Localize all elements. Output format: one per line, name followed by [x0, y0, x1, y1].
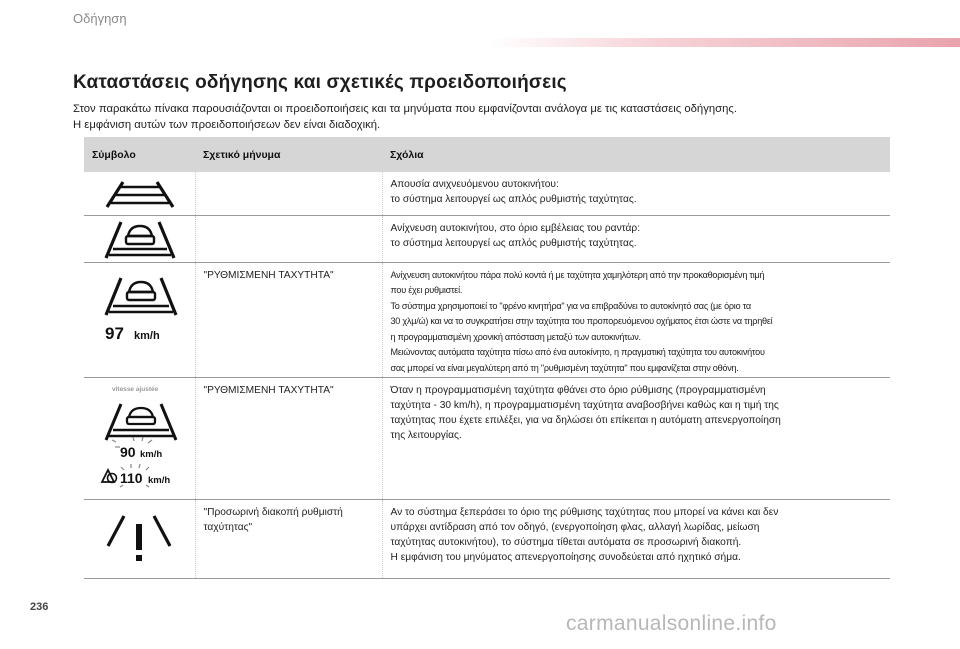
message-cell	[195, 499, 382, 578]
table-row	[84, 172, 890, 215]
message-line: "Προσωρινή διακοπή ρυθμιστή	[203, 506, 343, 518]
table-row	[84, 499, 890, 578]
table-row	[84, 377, 890, 499]
comment-line: ταχύτητας αυτοκινήτου), το σύστημα τίθεται αυτόματα σε προσωρινή διακοπή.	[390, 537, 742, 549]
comment-line: Όταν η προγραμματισμένη ταχύτητα φθάνει στο όριο ρύθμισης (προγραμματισμένη	[390, 384, 766, 396]
table-row	[84, 262, 890, 377]
car-ahead-icon	[101, 220, 179, 260]
comment-cell	[382, 499, 890, 578]
table-header-row	[84, 137, 890, 172]
symbol-cell	[84, 215, 195, 262]
comment-line: Το σύστημα χρησιμοποιεί το "φρένο κινητήρα" για να επιβραδύνει το αυτοκίνητό σας (με όριο τα	[390, 300, 751, 311]
intro-text	[73, 101, 737, 133]
message-line: "ΡΥΘΜΙΣΜΕΝΗ ΤΑΧΥΤΗΤΑ"	[203, 269, 334, 281]
comment-cell	[382, 215, 890, 262]
comment-cell	[382, 377, 890, 499]
comment-line: υπάρχει αντίδραση από τον οδηγό, (ενεργοποίηση φλας, αλλαγή λωρίδας, μείωση	[390, 521, 760, 533]
speed-unit: km/h	[134, 329, 160, 342]
intro-line: Η εμφάνιση αυτών των προειδοποιήσεων δεν είναι διαδοχική.	[73, 119, 381, 131]
speed-adjusted-caption: vitesse ajustée	[112, 385, 159, 393]
speed-unit-low: km/h	[140, 448, 163, 460]
comment-line: Η εμφάνιση του μηνύματος απενεργοποίησης συνοδεύεται από ηχητικό σήμα.	[390, 552, 741, 564]
message-line: "ΡΥΘΜΙΣΜΕΝΗ ΤΑΧΥΤΗΤΑ"	[203, 384, 334, 396]
message-line: ταχύτητας"	[203, 521, 253, 533]
page-number: 236	[30, 601, 49, 613]
symbol-cell	[84, 499, 195, 578]
header-comment: Σχόλια	[382, 137, 890, 172]
message-cell	[195, 215, 382, 262]
section-label: Οδήγηση	[73, 11, 127, 26]
comment-line: Απουσία ανιχνευόμενου αυτοκινήτου:	[390, 179, 559, 190]
comment-line: Ανίχνευση αυτοκινήτου, στο όριο εμβέλειας του ραντάρ:	[390, 222, 641, 234]
comment-line: ταχύτητα - 30 km/h), η προγραμματισμένη ταχύτητα αναβοσβήνει καθώς και η τιμή της	[390, 399, 779, 411]
comment-line: 30 χλμ/ώ) και να το συγκρατήσει στην ταχύτητα του προπορευόμενου οχήματος έτσι ώστε να τηρηθεί	[390, 316, 773, 326]
page-title: Καταστάσεις οδήγησης και σχετικές προειδοποιήσεις	[73, 72, 567, 93]
comment-line: που έχει ρυθμιστεί.	[390, 285, 463, 295]
comment-line: Ανίχνευση αυτοκινήτου πάρα πολύ κοντά ή με ταχύτητα χαμηλότερη από την προκαθορισμένη τιμή	[390, 269, 765, 280]
accent-bar	[490, 38, 960, 47]
speed-adjusted-icon	[98, 384, 184, 492]
comment-line: ταχύτητας που έχετε επιλέξει, για να δηλώσει ότι επίκειται η αυτόματη απενεργοποίηση	[390, 415, 781, 427]
comment-cell	[382, 262, 890, 377]
comment-line: η προγραμματισμένη χρονική απόσταση μεταξύ των αυτοκινήτων.	[390, 331, 641, 342]
comment-line: σας μπορεί να είναι μεγαλύτερη από τη "ρυθμισμένη ταχύτητα" που εμφανίζεται στην οθόνη.	[390, 362, 739, 373]
message-cell	[195, 377, 382, 499]
set-speed-value: 97	[105, 323, 124, 343]
symbol-cell	[84, 262, 195, 377]
message-cell	[195, 172, 382, 215]
comment-line: το σύστημα λειτουργεί ως απλός ρυθμιστής ταχύτητας.	[390, 194, 637, 206]
lane-road-icon	[101, 179, 179, 209]
watermark: carmanualsonline.info	[566, 612, 777, 635]
header-symbol: Σύμβολο	[84, 137, 195, 172]
car-ahead-speed-icon	[101, 275, 181, 345]
speed-low-value: 90	[120, 443, 136, 460]
comment-line: το σύστημα λειτουργεί ως απλός ρυθμιστής ταχύτητας.	[390, 237, 637, 249]
comment-cell	[382, 172, 890, 215]
comment-line: Αν το σύστημα ξεπεράσει το όριο της ρύθμισης ταχύτητας που μπορεί να κάνει και δεν	[390, 506, 779, 518]
comment-line: Μειώνοντας αυτόματα ταχύτητα πίσω από ένα αυτοκίνητο, η πραγματική ταχύτητα του αυτοκινήτου	[390, 347, 765, 357]
header-message: Σχετικό μήνυμα	[195, 137, 382, 172]
symbol-cell	[84, 377, 195, 499]
comment-line: της λειτουργίας.	[390, 430, 462, 442]
speed-high-value: 110	[120, 469, 143, 486]
warning-exclamation-icon	[104, 510, 174, 564]
symbol-cell	[84, 172, 195, 215]
table-row	[84, 215, 890, 262]
warnings-table	[84, 137, 890, 579]
speed-unit-high: km/h	[148, 474, 171, 486]
intro-line: Στον παρακάτω πίνακα παρουσιάζονται οι προειδοποιήσεις και τα μηνύματα που εμφανίζονται ανάλογα με τις καταστάσεις οδήγησης.	[73, 103, 737, 115]
message-cell	[195, 262, 382, 377]
